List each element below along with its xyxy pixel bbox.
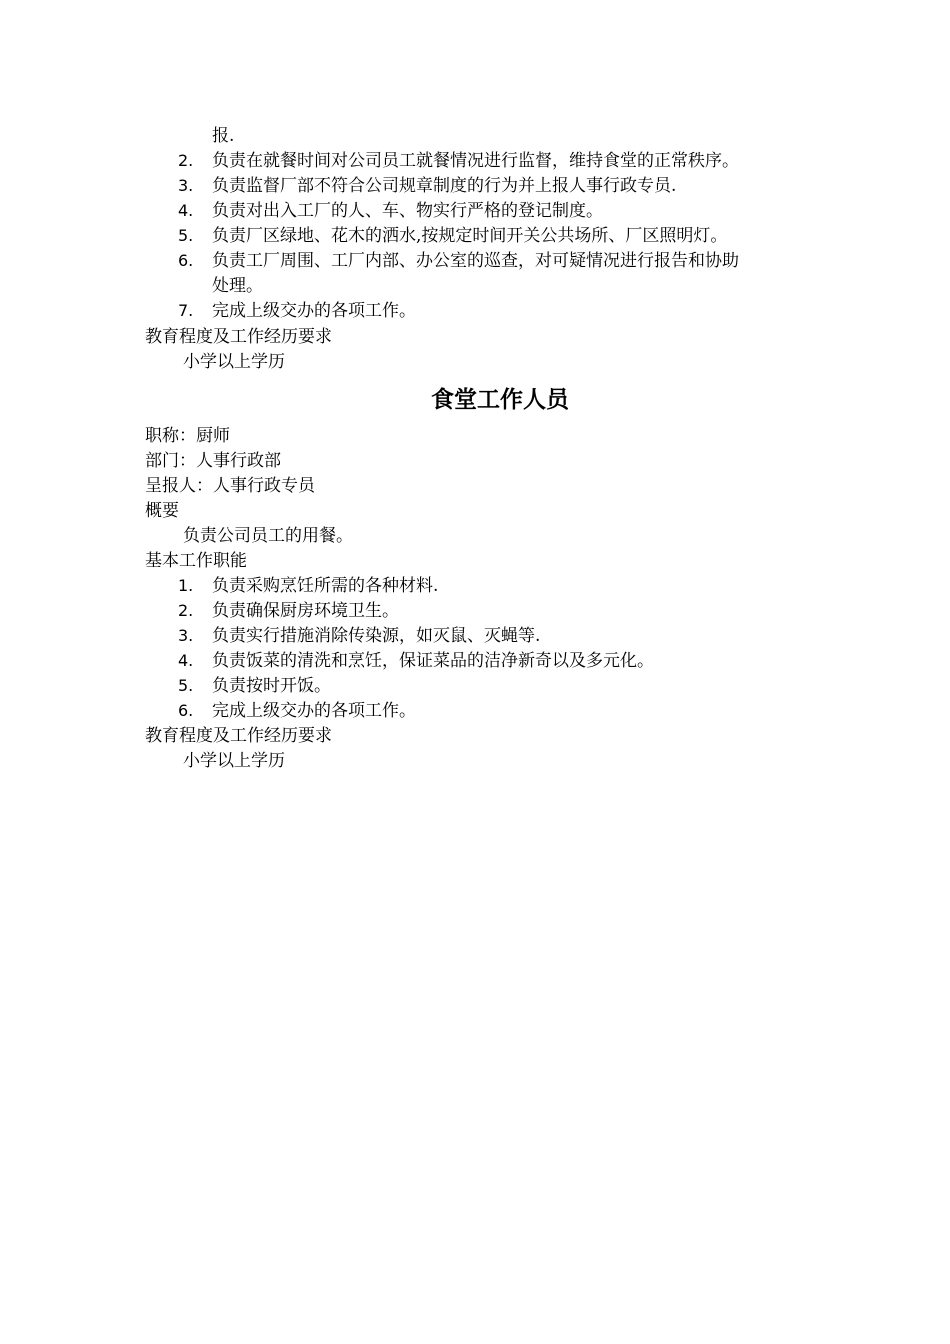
list-number: 5.	[178, 676, 194, 695]
list-text: 负责厂区绿地、花木的洒水,按规定时间开关公共场所、厂区照明灯。	[212, 226, 728, 246]
list-item	[178, 224, 727, 248]
list-text: 负责饭菜的清洗和烹饪，保证菜品的洁净新奇以及多元化。	[212, 651, 654, 671]
list-text: 负责按时开饭。	[212, 676, 331, 696]
list-item	[178, 649, 654, 673]
position-field: 职称：厨师	[145, 426, 230, 446]
list-text: 负责对出入工厂的人、车、物实行严格的登记制度。	[212, 201, 603, 221]
duties-heading: 基本工作职能	[145, 551, 247, 571]
list-item	[178, 624, 540, 648]
list-item	[178, 299, 416, 323]
list-number: 3.	[178, 626, 194, 645]
list-continuation: 处理。	[212, 276, 263, 296]
report-to-field: 呈报人：人事行政专员	[145, 476, 315, 496]
list-item	[178, 249, 739, 273]
list-number: 6.	[178, 701, 194, 720]
list-item	[178, 149, 739, 173]
education-value: 小学以上学历	[183, 751, 285, 771]
list-text: 负责监督厂部不符合公司规章制度的行为并上报人事行政专员.	[212, 176, 677, 196]
list-item	[178, 574, 438, 598]
list-item	[178, 599, 399, 623]
list-text: 完成上级交办的各项工作。	[212, 301, 416, 321]
summary-text: 负责公司员工的用餐。	[183, 526, 353, 546]
list-number: 2.	[178, 601, 194, 620]
list-item	[178, 174, 676, 198]
list-text: 负责工厂周围、工厂内部、办公室的巡查，对可疑情况进行报告和协助	[212, 251, 739, 271]
list-number: 5.	[178, 226, 194, 245]
list-text: 负责实行措施消除传染源，如灭鼠、灭蝇等.	[212, 626, 541, 646]
summary-heading: 概要	[145, 501, 179, 521]
list-number: 4.	[178, 651, 194, 670]
list-text: 完成上级交办的各项工作。	[212, 701, 416, 721]
list-item	[178, 199, 603, 223]
list-number: 6.	[178, 251, 194, 270]
education-value: 小学以上学历	[183, 352, 285, 372]
section-title: 食堂工作人员	[431, 387, 569, 413]
education-heading: 教育程度及工作经历要求	[145, 327, 332, 347]
list-number: 1.	[178, 576, 194, 595]
list-text: 负责采购烹饪所需的各种材料.	[212, 576, 439, 596]
education-heading: 教育程度及工作经历要求	[145, 726, 332, 746]
list-item	[178, 699, 416, 723]
list-continuation: 报.	[212, 126, 235, 146]
list-number: 7.	[178, 301, 194, 320]
list-number: 2.	[178, 151, 194, 170]
list-number: 4.	[178, 201, 194, 220]
list-number: 3.	[178, 176, 194, 195]
department-field: 部门：人事行政部	[145, 451, 281, 471]
list-text: 负责在就餐时间对公司员工就餐情况进行监督，维持食堂的正常秩序。	[212, 151, 739, 171]
list-text: 负责确保厨房环境卫生。	[212, 601, 399, 621]
list-item	[178, 674, 331, 698]
